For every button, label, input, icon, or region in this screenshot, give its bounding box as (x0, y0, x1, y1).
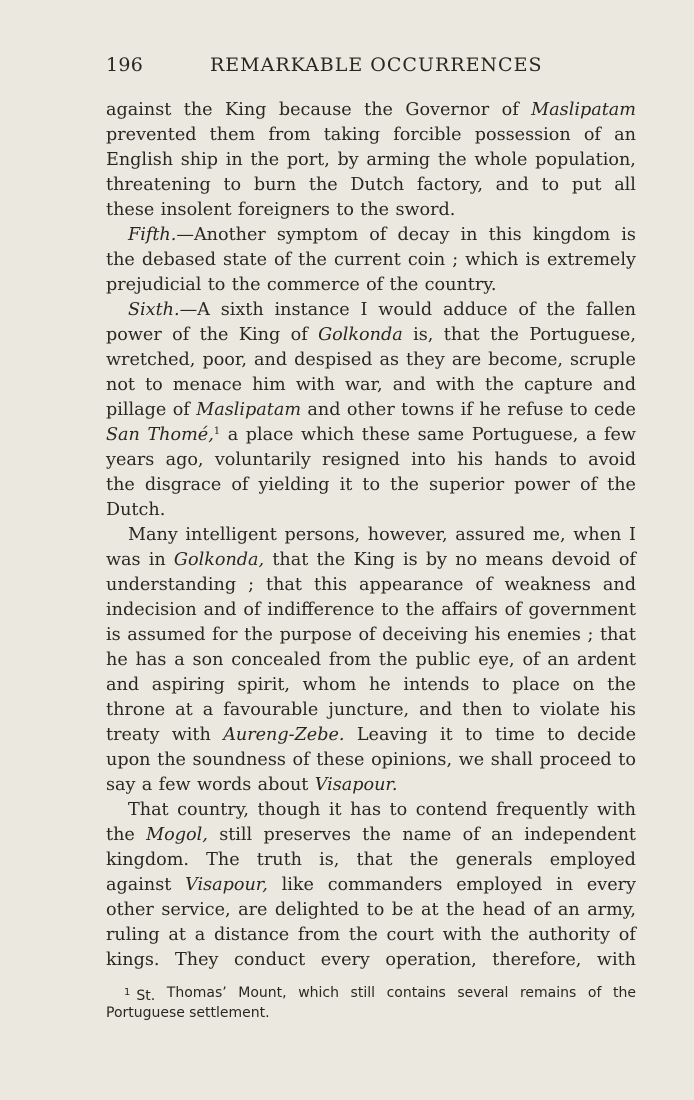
text-line: prejudicial to the commerce of the country. (106, 275, 497, 295)
footnote (106, 983, 636, 1023)
text-line: prevented them from taking forcible possession of an (106, 125, 636, 145)
text-line: other service, are delighted to be at the head of an army, (106, 900, 636, 920)
text-line: against the King because the Governor of Maslipatam (106, 100, 636, 120)
text-line: and aspiring spirit, whom he intends to place on the (106, 675, 636, 695)
text-line: say a few words about Visapour. (106, 775, 398, 795)
running-header (106, 54, 636, 82)
text-line: threatening to burn the Dutch factory, and to put all (106, 175, 636, 195)
text-line: throne at a favourable juncture, and then to violate his (106, 700, 636, 720)
footnote-line: Portuguese settlement. (106, 1005, 270, 1021)
text-line: treaty with Aureng-Zebe. Leaving it to time to decide (106, 725, 636, 745)
text-line: Sixth.—A sixth instance I would adduce of the fallen (128, 300, 636, 320)
text-line: against Visapour, like commanders employed in every (106, 875, 636, 895)
text-line: Many intelligent persons, however, assured me, when I (128, 525, 636, 545)
text-line: power of the King of Golkonda is, that the Portuguese, (106, 325, 636, 345)
text-line: these insolent foreigners to the sword. (106, 200, 456, 220)
text-line: English ship in the port, by arming the whole population, (106, 150, 636, 170)
page-number: 196 (106, 54, 144, 76)
text-line: kingdom. The truth is, that the generals employed (106, 850, 636, 870)
text-line: kings. They conduct every operation, therefore, with (106, 950, 636, 970)
text-line: Fifth.—Another symptom of decay in this kingdom is (128, 225, 636, 245)
text-line: That country, though it has to contend frequently with (128, 800, 636, 820)
text-line: ruling at a distance from the court with the authority of (106, 925, 636, 945)
text-line: he has a son concealed from the public eye, of an ardent (106, 650, 636, 670)
text-line: Dutch. (106, 500, 166, 520)
text-line: the Mogol, still preserves the name of an independent (106, 825, 636, 845)
text-line: years ago, voluntarily resigned into his hands to avoid (106, 450, 636, 470)
text-line: wretched, poor, and despised as they are become, scruple (106, 350, 636, 370)
text-line: indecision and of indifference to the affairs of government (106, 600, 636, 620)
text-line: the disgrace of yielding it to the superior power of the (106, 475, 636, 495)
footnote-marker: 1 (124, 987, 131, 998)
text-line: pillage of Maslipatam and other towns if he refuse to cede (106, 400, 636, 420)
text-line: was in Golkonda, that the King is by no means devoid of (106, 550, 636, 570)
text-line: the debased state of the current coin ; which is extremely (106, 250, 636, 270)
footnote-line: $^1$ St. Thomas’ Mount, which still contains several remains of the (124, 985, 636, 1004)
text-line: upon the soundness of these opinions, we shall proceed to (106, 750, 636, 770)
text-line: understanding ; that this appearance of weakness and (106, 575, 636, 595)
text-line: is assumed for the purpose of deceiving his enemies ; that (106, 625, 636, 645)
running-title: REMARKABLE OCCURRENCES (210, 54, 543, 76)
text-line: not to menace him with war, and with the capture and (106, 375, 636, 395)
text-line: San Thomé,$^1$ a place which these same Portuguese, a few (106, 425, 636, 445)
body-text (106, 98, 636, 973)
